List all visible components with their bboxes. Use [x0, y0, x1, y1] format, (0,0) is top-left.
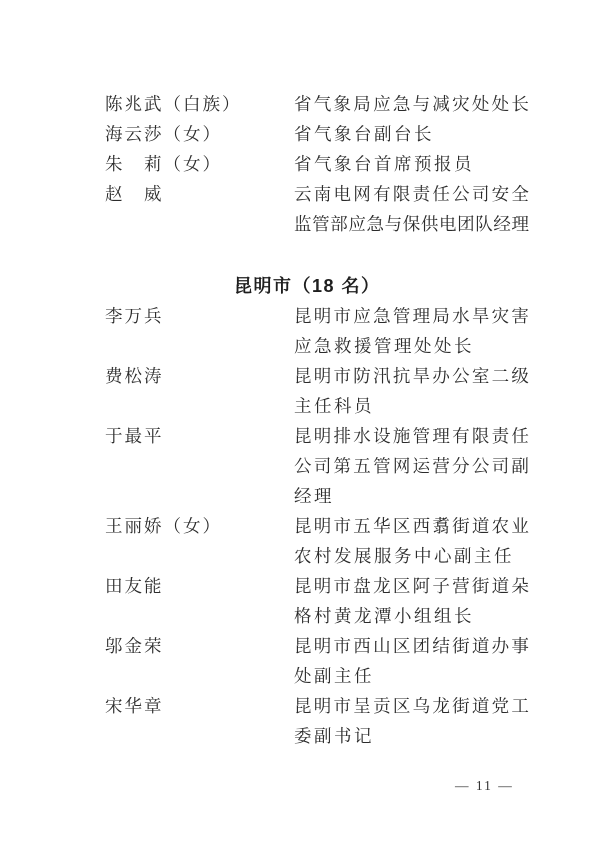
person-name: 于最平: [105, 426, 164, 446]
title-line: 省气象台副台长: [294, 124, 434, 144]
title-line: 主任科员: [294, 396, 374, 416]
title-line: 省 气 象 局 应 急 与 减 灾 处 处 长: [294, 94, 529, 114]
roster-entry: [105, 511, 529, 571]
title-line: 昆 明 市 五 华 区 西 翥 街 道 农 业: [294, 516, 529, 536]
person-name: 赵 威: [105, 184, 164, 204]
person-title: [294, 301, 529, 361]
person-title: [294, 631, 529, 691]
person-title: [294, 571, 529, 631]
roster-entry: [105, 421, 529, 511]
person-title: [294, 149, 529, 179]
title-line: 昆 明 市 防 汛 抗 旱 办 公 室 二 级: [294, 366, 529, 386]
title-line: 公 司 第 五 管 网 运 营 分 公 司 副: [294, 456, 529, 476]
person-name: 田友能: [105, 576, 164, 596]
title-line: 处副主任: [294, 666, 374, 686]
person-title: [294, 179, 529, 239]
person-title: [294, 89, 529, 119]
roster-entry: [105, 571, 529, 631]
person-name: 宋华章: [105, 696, 164, 716]
person-title: [294, 421, 529, 511]
person-title: [294, 119, 529, 149]
person-title: [294, 361, 529, 421]
roster-content: [105, 89, 529, 751]
roster-entry: [105, 301, 529, 361]
roster-entry: [105, 179, 529, 239]
title-line: 农村发展服务中心副主任: [294, 546, 514, 566]
roster-entry: [105, 149, 529, 179]
page-number: — 11 —: [455, 778, 514, 793]
title-line: 昆 明 市 呈 贡 区 乌 龙 街 道 党 工: [294, 696, 529, 716]
title-line: 格村黄龙潭小组组长: [294, 606, 474, 626]
roster-entry: [105, 631, 529, 691]
person-name: 费松涛: [105, 366, 164, 386]
title-line: 经理: [294, 486, 334, 506]
title-line: 昆 明 排 水 设 施 管 理 有 限 责 任: [294, 426, 529, 446]
provincial-entry-list: [105, 89, 529, 239]
person-name: 李万兵: [105, 306, 164, 326]
kunming-entry-list: [105, 301, 529, 751]
roster-entry: [105, 119, 529, 149]
title-line: 委副书记: [294, 726, 374, 746]
person-name: 邬金荣: [105, 636, 164, 656]
person-name: 陈兆武（白族）: [105, 94, 242, 114]
person-title: [294, 511, 529, 571]
title-line: 应急救援管理处处长: [294, 336, 474, 356]
person-title: [294, 691, 529, 751]
person-name: 王丽娇（女）: [105, 516, 222, 536]
title-line: 昆 明 市 应 急 管 理 局 水 旱 灾 害: [294, 306, 529, 326]
title-line: 云 南 电 网 有 限 责 任 公 司 安 全: [294, 184, 529, 204]
person-name: 朱 莉（女）: [105, 154, 222, 174]
roster-entry: [105, 361, 529, 421]
roster-entry: [105, 691, 529, 751]
roster-entry: [105, 89, 529, 119]
title-line: 昆 明 市 西 山 区 团 结 街 道 办 事: [294, 636, 529, 656]
person-name: 海云莎（女）: [105, 124, 222, 144]
title-line: 监 管 部 应 急 与 保 供 电 团 队 经 理: [294, 214, 529, 234]
section-heading-kunming: 昆明市（18 名）: [234, 276, 381, 296]
title-line: 省气象台首席预报员: [294, 154, 474, 174]
title-line: 昆 明 市 盘 龙 区 阿 子 营 街 道 朵: [294, 576, 529, 596]
